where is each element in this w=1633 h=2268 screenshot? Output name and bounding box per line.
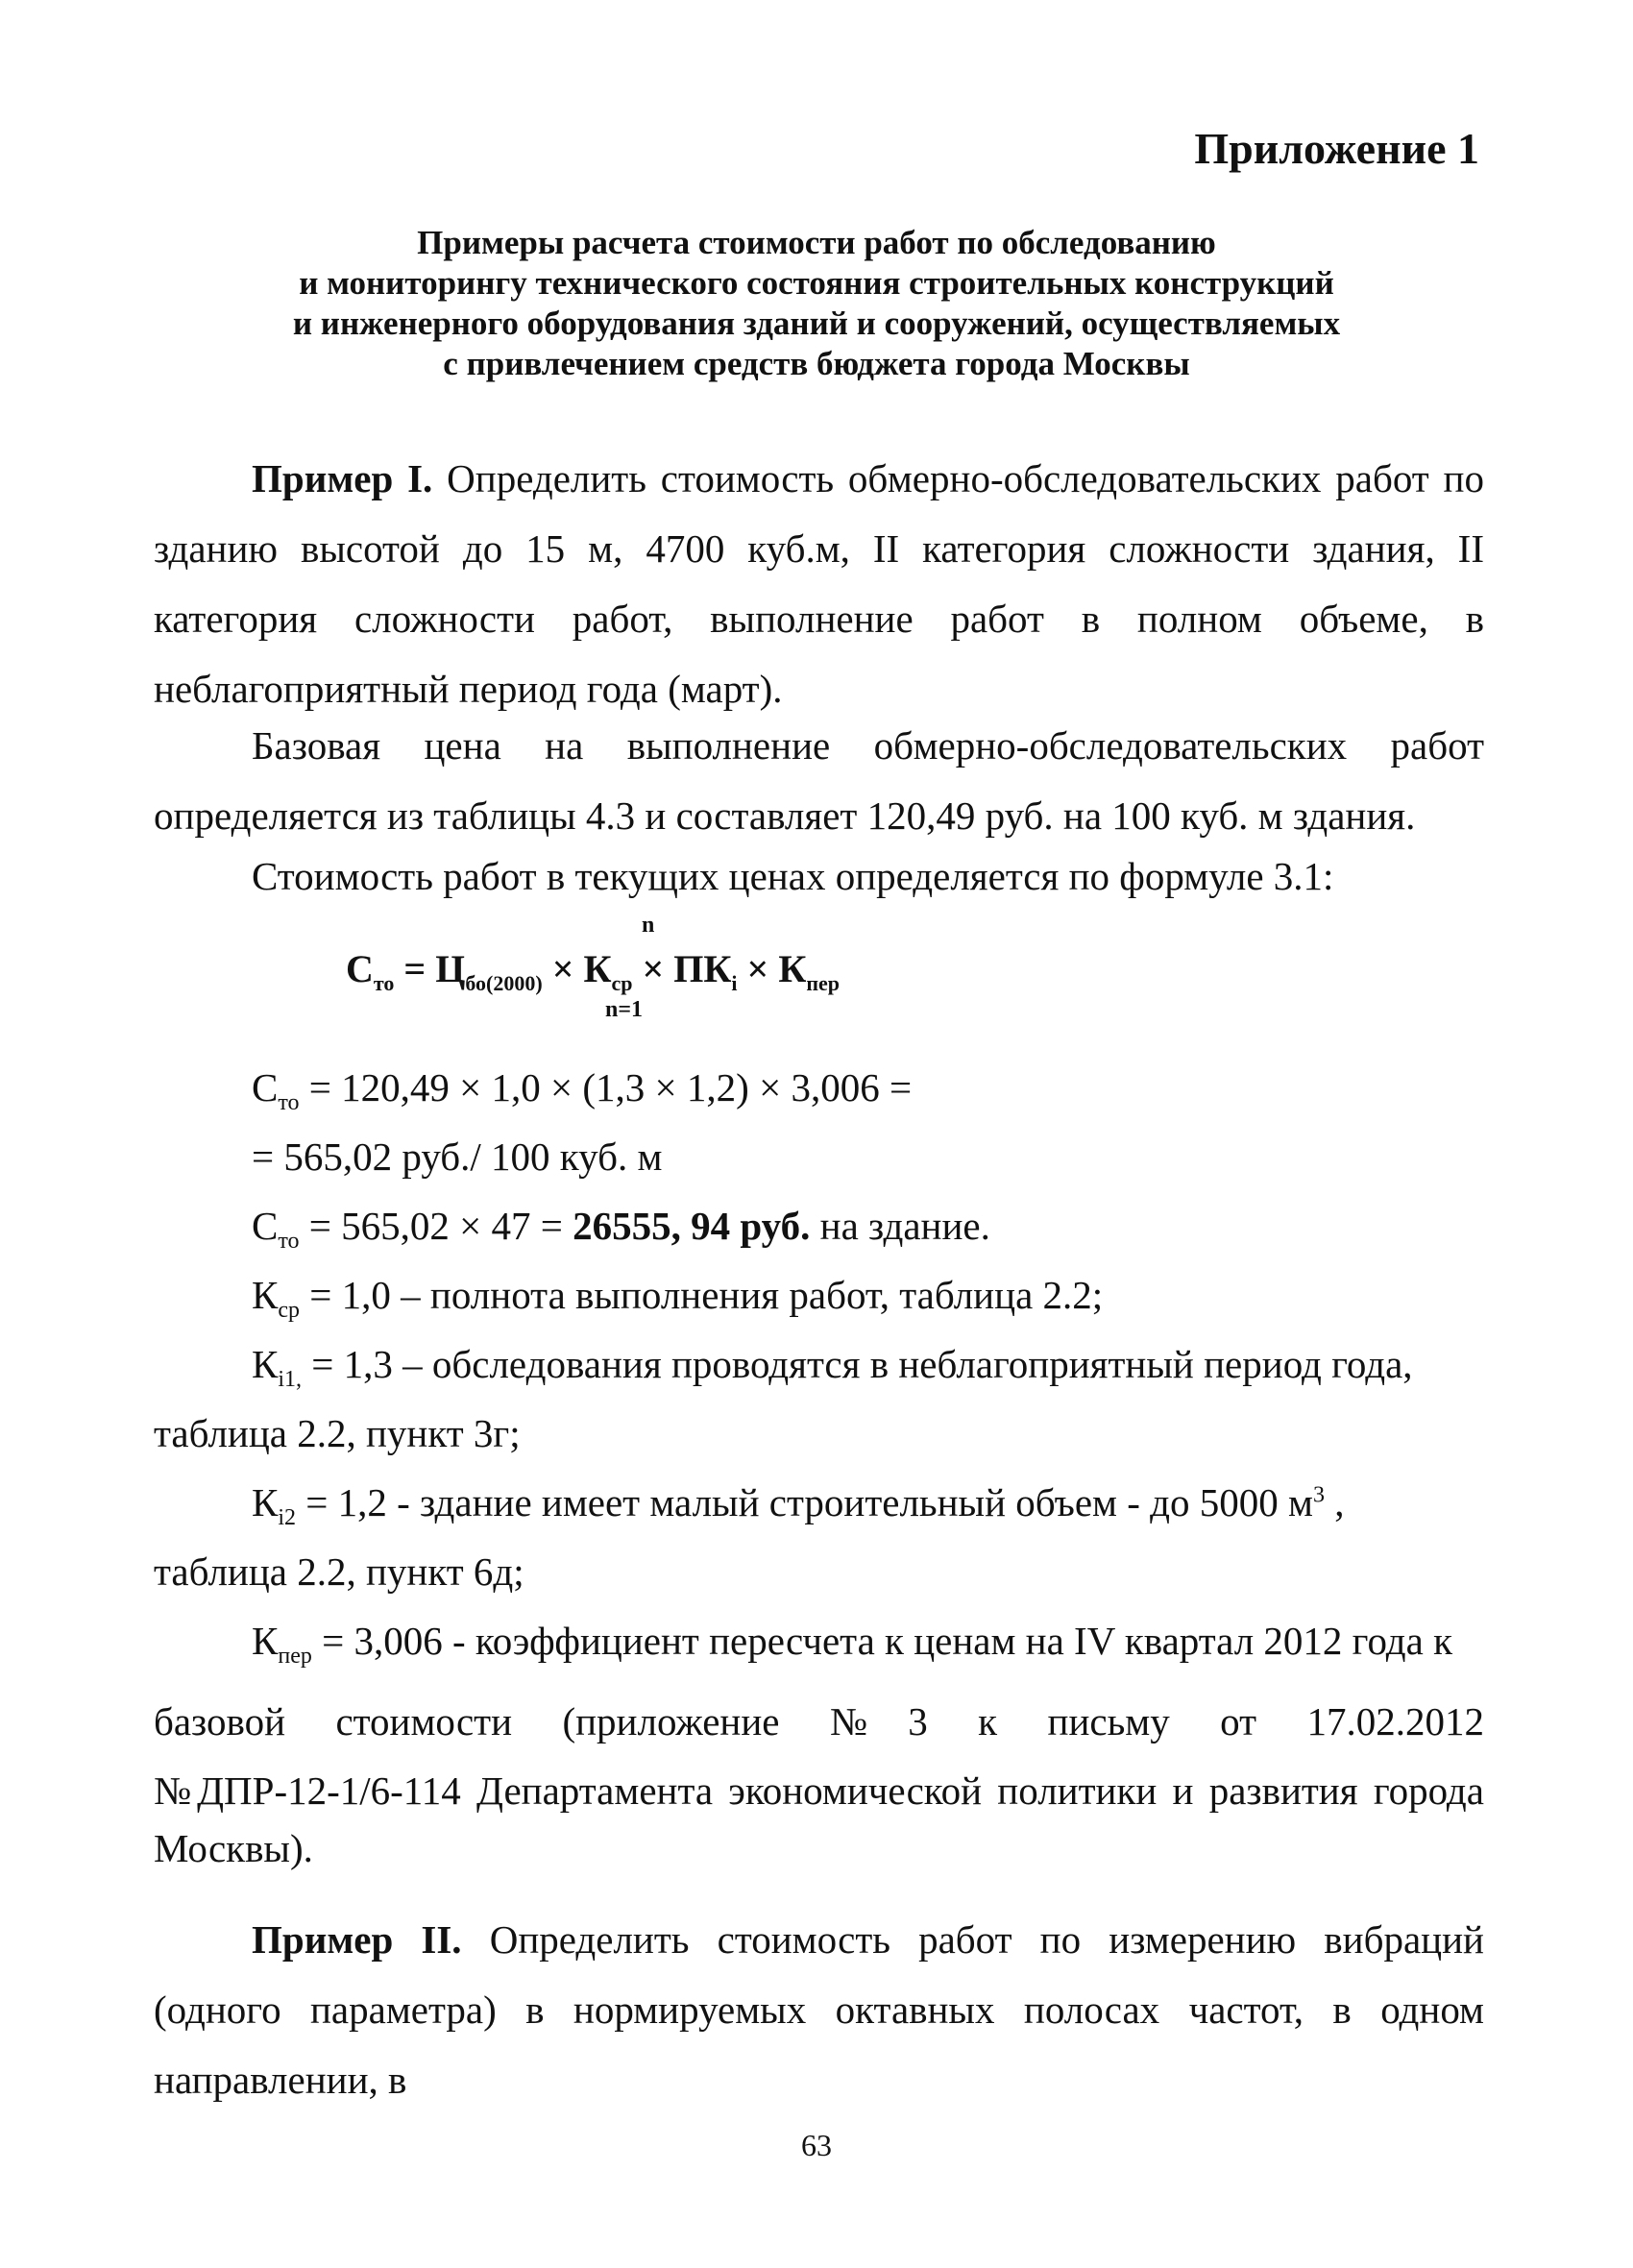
calc-line-2: = 565,02 руб./ 100 куб. м bbox=[252, 1134, 663, 1179]
calc-c-sub: то bbox=[278, 1229, 300, 1255]
coef-text: = 1,2 - здание имеет малый строительный объем - до 5000 м bbox=[296, 1480, 1313, 1524]
example-1-text: Определить стоимость обмерно-обследовательских работ по зданию высотой до 15 м, 4700 куб.м, II категория сложности здания, II категория сложности работ, выполнение работ в полном объеме, в неблагоприятный период года (март). bbox=[154, 456, 1484, 711]
coef-sub: ср bbox=[278, 1298, 301, 1324]
coef-text: = 1,3 – обследования проводятся в неблагоприятный период года, bbox=[302, 1342, 1413, 1386]
total-cost: 26555, 94 руб. bbox=[573, 1204, 811, 1248]
coef-text: = 3,006 - коэффициент пересчета к ценам на IV квартал 2012 года к bbox=[311, 1619, 1452, 1663]
formula-c: С bbox=[346, 947, 374, 990]
product-lower-limit: n=1 bbox=[605, 997, 644, 1022]
document-title bbox=[192, 223, 1441, 384]
formula-k2: × К bbox=[737, 947, 807, 990]
formula-k1-sub: ср bbox=[611, 971, 633, 995]
base-price-paragraph: Базовая цена на выполнение обмерно-обследовательских работ определяется из таблицы 4.3 и составляет 120,49 руб. на 100 куб. м здания. bbox=[154, 723, 1484, 838]
coef-kper-line-2: базовой стоимости (приложение №3 к письму от 17.02.2012 bbox=[154, 1699, 1484, 1744]
formula-k1: × К bbox=[542, 947, 612, 990]
title-line: и мониторингу технического состояния строительных конструкций bbox=[299, 264, 1334, 302]
example-2-paragraph bbox=[154, 1905, 1484, 2115]
formula-c-sub: то bbox=[373, 971, 395, 995]
calc-line-1 bbox=[252, 1064, 912, 1116]
coef-sup: 3 bbox=[1312, 1482, 1325, 1508]
example-2-label: Пример II. bbox=[252, 1917, 462, 1962]
coef-k: К bbox=[252, 1342, 279, 1386]
title-line: Примеры расчета стоимости работ по обследованию bbox=[417, 224, 1216, 261]
example-1-label: Пример I. bbox=[252, 456, 433, 500]
coef-ksr bbox=[252, 1272, 1103, 1324]
calc-c: С bbox=[252, 1204, 279, 1248]
formula-ts-sub: бо(2000) bbox=[465, 971, 543, 995]
coef-kper bbox=[252, 1618, 1452, 1670]
coef-sub: пер bbox=[278, 1644, 312, 1670]
appendix-label: Приложение 1 bbox=[1194, 124, 1479, 173]
formula-pk: × ПК bbox=[632, 947, 732, 990]
page-number: 63 bbox=[801, 2128, 832, 2162]
coef-sub: i2 bbox=[278, 1505, 297, 1531]
formula-intro: Стоимость работ в текущих ценах определяется по формуле 3.1: bbox=[252, 854, 1334, 898]
coef-ki1-cont: таблица 2.2, пункт 3г; bbox=[154, 1411, 521, 1455]
coef-ki2 bbox=[252, 1479, 1344, 1531]
coef-text: = 1,0 – полнота выполнения работ, таблица 2.2; bbox=[300, 1273, 1104, 1317]
calc-c: С bbox=[252, 1065, 279, 1110]
title-line: и инженерного оборудования зданий и сооружений, осуществляемых bbox=[292, 305, 1341, 342]
formula-3-1 bbox=[346, 946, 840, 996]
coef-ki1 bbox=[252, 1341, 1413, 1393]
calc-c-sub: то bbox=[278, 1090, 300, 1116]
formula-pk-sub: i bbox=[731, 971, 738, 995]
example-1-paragraph bbox=[154, 444, 1484, 724]
calc-line-3-end: на здание. bbox=[810, 1204, 990, 1248]
coef-kper-line-4: Москвы). bbox=[154, 1826, 313, 1870]
coef-kper-line-3: №ДПР-12-1/6-114 Департамента экономической политики и развития города bbox=[154, 1768, 1484, 1813]
product-upper-limit: n bbox=[642, 913, 655, 938]
coef-k: К bbox=[252, 1480, 279, 1524]
coef-k: К bbox=[252, 1273, 279, 1317]
title-line: с привлечением средств бюджета города Москвы bbox=[443, 345, 1190, 382]
example-2-text: Определить стоимость работ по измерению вибраций (одного параметра) в нормируемых октавных полосах частот, в одном направлении, в bbox=[154, 1917, 1484, 2102]
coef-comma: , bbox=[1324, 1480, 1345, 1524]
coef-ki2-cont: таблица 2.2, пункт 6д; bbox=[154, 1549, 524, 1594]
calc-line-1-text: = 120,49 × 1,0 × (1,3 × 1,2) × 3,006 = bbox=[299, 1065, 913, 1110]
formula-k2-sub: пер bbox=[806, 971, 841, 995]
formula-eq: = Ц bbox=[394, 947, 466, 990]
coef-k: К bbox=[252, 1619, 279, 1663]
coef-sub: i1, bbox=[278, 1367, 303, 1393]
calc-line-3-text: = 565,02 × 47 = bbox=[299, 1204, 573, 1248]
calc-line-3 bbox=[252, 1203, 990, 1255]
